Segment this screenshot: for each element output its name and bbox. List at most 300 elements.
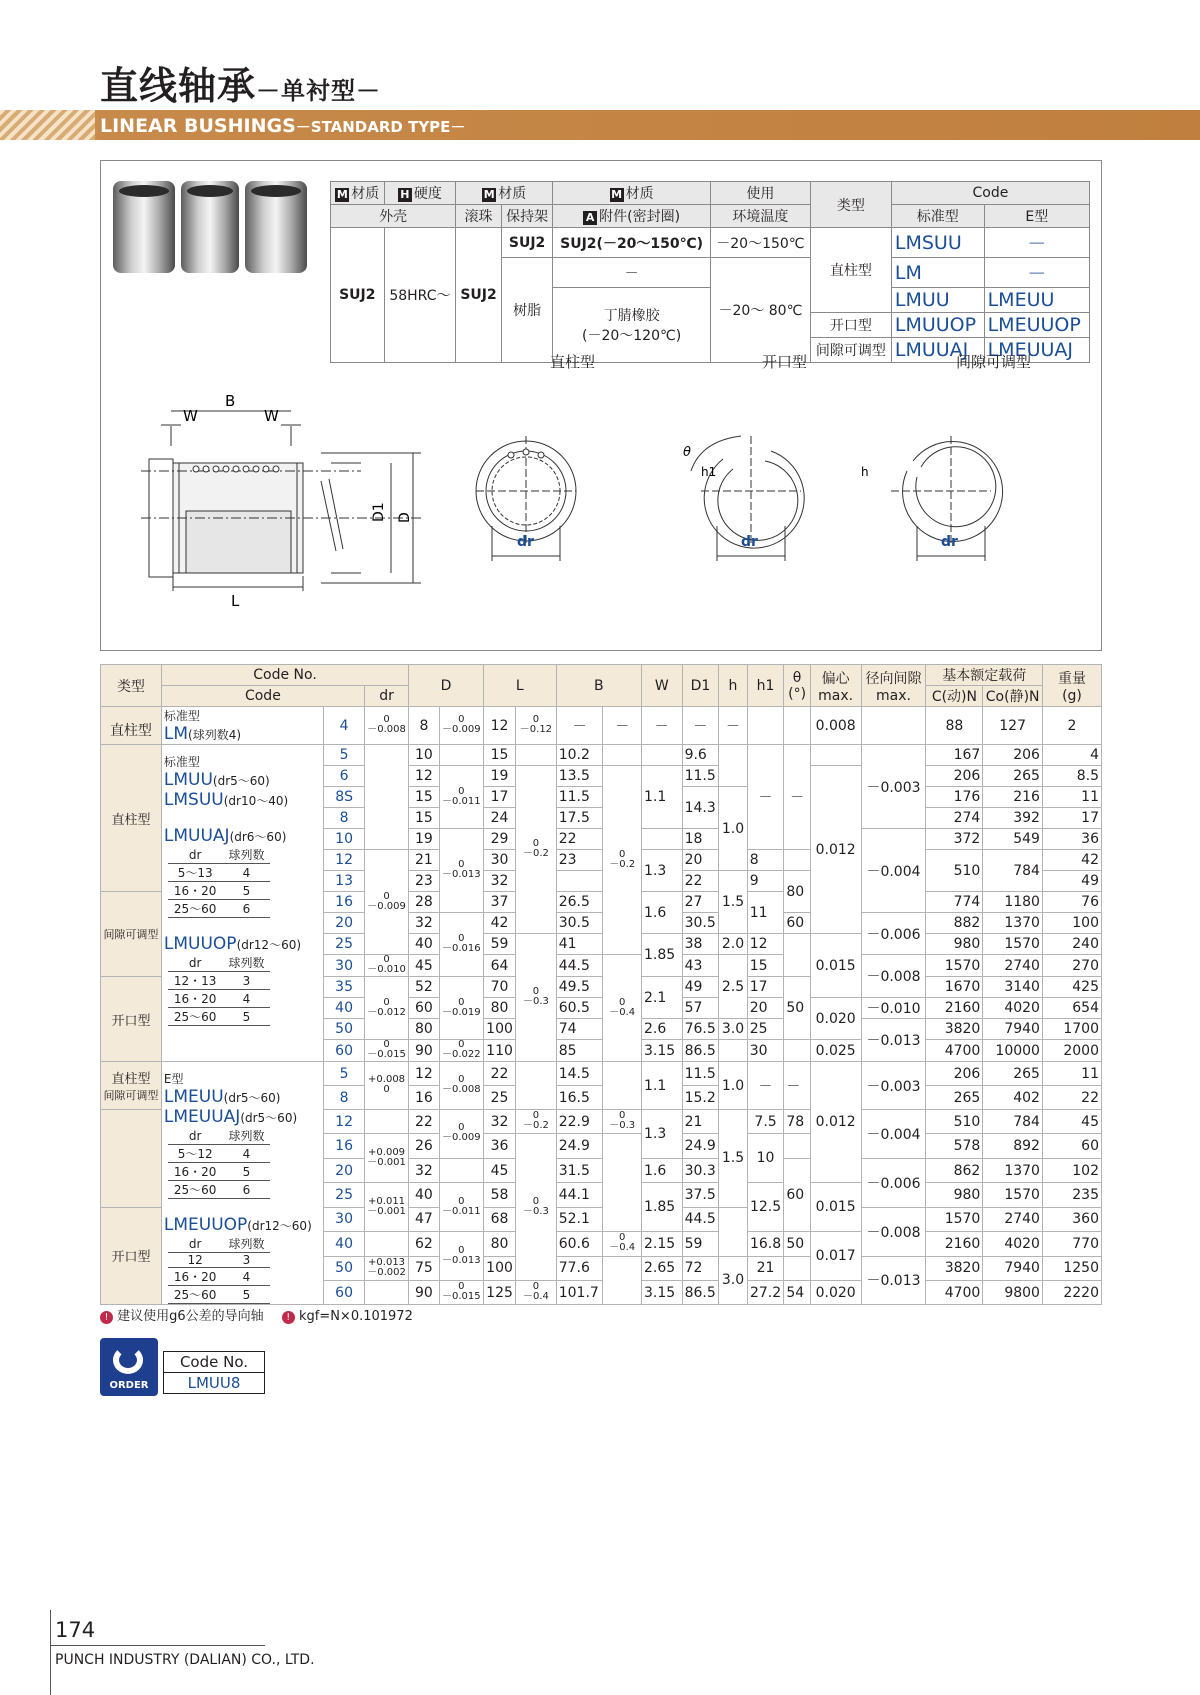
lm-dr: 4 bbox=[324, 707, 365, 745]
th-B: B bbox=[556, 665, 641, 707]
th-co: Co(静)N bbox=[983, 686, 1043, 707]
L-val: 36 bbox=[483, 1134, 515, 1158]
spec-table bbox=[100, 664, 1102, 1305]
title-sub-cn: －单衬型－ bbox=[256, 77, 382, 105]
weight-val: 425 bbox=[1042, 977, 1101, 998]
h1-val: 17 bbox=[747, 977, 784, 998]
W-val: 3.15 bbox=[641, 1040, 682, 1062]
B-val: 85 bbox=[556, 1040, 603, 1062]
weight-val: 360 bbox=[1042, 1207, 1101, 1231]
co-val: 549 bbox=[983, 829, 1043, 850]
h1-val: 27.2 bbox=[747, 1281, 784, 1305]
hd-code: Code bbox=[891, 182, 1089, 205]
tolerance: 0 －0.012 bbox=[367, 996, 406, 1018]
L-val: 100 bbox=[483, 1256, 515, 1280]
th-c: C(动)N bbox=[926, 686, 983, 707]
tolerance: +0.008 0 bbox=[368, 1074, 406, 1095]
B-val bbox=[556, 871, 603, 892]
co-val: 1570 bbox=[983, 934, 1043, 955]
tolerance: 0 －0.2 bbox=[522, 838, 549, 859]
dr-val: 8S bbox=[324, 787, 365, 808]
th-code: Code bbox=[161, 686, 364, 707]
D-val: 52 bbox=[409, 977, 439, 998]
lm-co: 127 bbox=[983, 707, 1043, 745]
tolerance: 0 －0.015 bbox=[367, 1039, 406, 1060]
co-val: 216 bbox=[983, 787, 1043, 808]
D-val: 19 bbox=[409, 829, 439, 850]
spec-panel bbox=[100, 160, 1102, 651]
h1-val: － bbox=[747, 745, 784, 850]
B-val: 14.5 bbox=[556, 1062, 603, 1086]
B-tol bbox=[603, 1062, 642, 1110]
dr-val: 50 bbox=[324, 1256, 365, 1280]
D-tol bbox=[439, 1183, 483, 1232]
tolerance: 0 －0.022 bbox=[441, 1039, 481, 1060]
dr-tol bbox=[364, 1062, 408, 1110]
L-tol bbox=[516, 745, 557, 766]
dim-W: W bbox=[183, 407, 198, 425]
co-val: 1180 bbox=[983, 892, 1043, 913]
h1-val: 9 bbox=[747, 871, 784, 892]
dr-val: 40 bbox=[324, 998, 365, 1019]
dr-val: 16 bbox=[324, 892, 365, 913]
tolerance: 0 －0.3 bbox=[522, 986, 549, 1007]
W-val: 2.6 bbox=[641, 1019, 682, 1040]
code-lmeuu: LMEUU bbox=[984, 288, 1089, 313]
weight-val: 36 bbox=[1042, 829, 1101, 850]
radial-val: －0.008 bbox=[861, 955, 926, 998]
company-name: PUNCH INDUSTRY (DALIAN) CO., LTD. bbox=[55, 1652, 315, 1668]
dr-val: 40 bbox=[324, 1232, 365, 1256]
W-val: 1.85 bbox=[641, 934, 682, 977]
L-val: 68 bbox=[483, 1207, 515, 1231]
note-shaft: 建议使用g6公差的导向轴 bbox=[117, 1309, 264, 1324]
B-val: 52.1 bbox=[556, 1207, 603, 1231]
dr-tol bbox=[364, 1134, 408, 1183]
hd-env: 环境温度 bbox=[710, 205, 810, 228]
lm-D: 8 bbox=[409, 707, 439, 745]
lm-c: 88 bbox=[926, 707, 983, 745]
hd-ball: 滚珠 bbox=[456, 205, 502, 228]
dim-h1: h1 bbox=[701, 465, 717, 479]
B-val: 44.5 bbox=[556, 955, 603, 977]
h1-val: 30 bbox=[747, 1040, 784, 1062]
bushing-photo bbox=[245, 181, 307, 273]
weight-val: 4 bbox=[1042, 745, 1101, 766]
co-val: 402 bbox=[983, 1086, 1043, 1110]
tolerance: 0 －0.009 bbox=[367, 890, 406, 912]
B-val: 22 bbox=[556, 829, 603, 850]
D-val: 21 bbox=[409, 850, 439, 871]
h-val: 1.5 bbox=[719, 871, 747, 934]
co-val: 392 bbox=[983, 808, 1043, 829]
th-h: h bbox=[719, 665, 747, 707]
code-lmeuuaj: LMEUUAJ bbox=[984, 338, 1089, 363]
D-val: 40 bbox=[409, 934, 439, 955]
title-en-sub: －STANDARD TYPE－ bbox=[295, 118, 466, 136]
tolerance: 0 －0.019 bbox=[441, 996, 481, 1018]
tolerance: 0 －0.016 bbox=[441, 933, 481, 954]
D-val: 60 bbox=[409, 998, 439, 1019]
dr-val: 8 bbox=[324, 1086, 365, 1110]
dim-W2: W bbox=[264, 407, 279, 425]
B-tol bbox=[603, 1256, 642, 1304]
lm-ecc: 0.008 bbox=[810, 707, 861, 745]
order-label: ORDER bbox=[109, 1380, 149, 1391]
W-val: 1.85 bbox=[641, 1183, 682, 1232]
label-adjust: 间隙可调型 bbox=[956, 353, 1032, 371]
W-val bbox=[641, 829, 682, 850]
ecc-val: 0.025 bbox=[810, 1040, 861, 1062]
radial-val: －0.004 bbox=[861, 1110, 926, 1159]
c-val: 510 bbox=[926, 850, 983, 892]
D-val: 75 bbox=[409, 1256, 439, 1280]
code-lmeuuop: LMEUUOP bbox=[984, 313, 1089, 338]
ecc-val: 0.012 bbox=[810, 1062, 861, 1183]
tolerance: +0.013 －0.002 bbox=[367, 1256, 406, 1278]
ball-val: SUJ2 bbox=[456, 228, 502, 363]
order-icon bbox=[100, 1338, 158, 1396]
weight-val: 42 bbox=[1042, 850, 1101, 871]
type1-val: 直柱型 bbox=[810, 228, 891, 313]
h1-val: 7.5 bbox=[747, 1110, 784, 1134]
W-val: 2.15 bbox=[641, 1232, 682, 1256]
D1-val: 11.5 bbox=[682, 1062, 719, 1086]
dr-tol bbox=[364, 977, 408, 1040]
c-val: 1570 bbox=[926, 1207, 983, 1231]
B-val: 41 bbox=[556, 934, 603, 955]
hd-std: 标准型 bbox=[891, 205, 984, 228]
co-val: 892 bbox=[983, 1134, 1043, 1158]
theta-val: 54 bbox=[784, 1281, 810, 1305]
tolerance: 0 －0.3 bbox=[609, 1110, 636, 1132]
dr-tol bbox=[364, 1281, 408, 1305]
type-label: 直柱型 bbox=[101, 745, 162, 892]
code-cell: 标准型 LMUU(dr5～60) LMSUU(dr10～40) LMUUAJ(dr6～60) dr 球列数 5～13 4 16・20 5 25～60 6 LMUUOP(dr12～60) dr 球列数 12・13 3 16・20 4 25～60 5 bbox=[161, 745, 323, 1062]
th-codeno: Code No. bbox=[161, 665, 408, 686]
L-val: 42 bbox=[483, 913, 515, 934]
ball-table: dr 球列数 5～12 4 16・20 5 25～60 6 bbox=[168, 1127, 271, 1199]
D1-val: 49 bbox=[682, 977, 719, 998]
dim-D1: D1 bbox=[371, 502, 387, 522]
type-label: 开口型 bbox=[101, 977, 162, 1062]
dr-tol bbox=[364, 955, 408, 977]
co-val: 7940 bbox=[983, 1256, 1043, 1280]
D-val: 80 bbox=[409, 1019, 439, 1040]
dim-L: L bbox=[231, 592, 240, 610]
h-val: 1.5 bbox=[719, 1110, 747, 1208]
tolerance: +0.009 －0.001 bbox=[367, 1146, 406, 1168]
dr-val: 30 bbox=[324, 955, 365, 977]
tolerance: 0 －0.010 bbox=[367, 954, 406, 975]
B-val: 10.2 bbox=[556, 745, 603, 766]
theta-val bbox=[784, 1256, 810, 1280]
D1-val: 30.3 bbox=[682, 1158, 719, 1182]
weight-val: 1250 bbox=[1042, 1256, 1101, 1280]
D-val: 12 bbox=[409, 1062, 439, 1086]
type-label bbox=[101, 1110, 162, 1208]
co-val: 265 bbox=[983, 1062, 1043, 1086]
table-row bbox=[101, 1062, 1102, 1086]
D1-val: 76.5 bbox=[682, 1019, 719, 1040]
D-val: 45 bbox=[409, 955, 439, 977]
D-tol bbox=[439, 1158, 483, 1182]
title-banner bbox=[0, 110, 1200, 140]
ball-table: dr 球列数 12・13 3 16・20 4 25～60 5 bbox=[168, 954, 271, 1026]
weight-val: 45 bbox=[1042, 1110, 1101, 1134]
tolerance: 0 －0.2 bbox=[609, 848, 636, 870]
h-val: 3.0 bbox=[719, 1019, 747, 1040]
hd-shell: M 材质 bbox=[331, 182, 385, 205]
c-val: 2160 bbox=[926, 998, 983, 1019]
L-val: 70 bbox=[483, 977, 515, 998]
code-lmuuaj: LMUUAJ bbox=[891, 338, 984, 363]
B-val: 22.9 bbox=[556, 1110, 603, 1134]
h1-val: 20 bbox=[747, 998, 784, 1019]
radial-val: －0.003 bbox=[861, 745, 926, 829]
B-val: 23 bbox=[556, 850, 603, 871]
dim-theta: θ bbox=[683, 445, 691, 460]
theta-val: 60 bbox=[784, 1158, 810, 1231]
weight-val: 60 bbox=[1042, 1134, 1101, 1158]
L-val: 22 bbox=[483, 1062, 515, 1086]
dr-val: 10 bbox=[324, 829, 365, 850]
B-val: 30.5 bbox=[556, 913, 603, 934]
co-val: 1570 bbox=[983, 1183, 1043, 1207]
dim-dr-2: dr bbox=[741, 534, 758, 550]
order-code-header: Code No. bbox=[179, 1353, 249, 1371]
theta-val: 80 bbox=[784, 871, 810, 913]
co-val: 206 bbox=[983, 745, 1043, 766]
theta-val: 78 bbox=[784, 1110, 810, 1134]
code-lmsuu: LMSUU bbox=[891, 228, 984, 258]
dim-B: B bbox=[225, 392, 236, 410]
product-photos bbox=[113, 181, 313, 276]
dr-val: 20 bbox=[324, 913, 365, 934]
L-val: 29 bbox=[483, 829, 515, 850]
bushing-photo bbox=[113, 181, 175, 273]
c-val: 980 bbox=[926, 1183, 983, 1207]
lm-D1: － bbox=[682, 707, 719, 745]
dr-val: 35 bbox=[324, 977, 365, 998]
D-val: 16 bbox=[409, 1086, 439, 1110]
c-val: 3820 bbox=[926, 1256, 983, 1280]
L-val: 24 bbox=[483, 808, 515, 829]
acc3-val: 丁腈橡胶 (－20～120℃) bbox=[553, 288, 711, 363]
D1-val: 14.3 bbox=[682, 787, 719, 829]
th-radial: 径向间隙 max. bbox=[861, 665, 926, 707]
D1-val: 21 bbox=[682, 1110, 719, 1134]
weight-val: 654 bbox=[1042, 998, 1101, 1019]
L-val: 25 bbox=[483, 1086, 515, 1110]
D1-val: 11.5 bbox=[682, 766, 719, 787]
radial-val: －0.006 bbox=[861, 913, 926, 955]
c-val: 1670 bbox=[926, 977, 983, 998]
L-tol bbox=[516, 1062, 557, 1110]
th-dr: dr bbox=[364, 686, 408, 707]
dr-val: 50 bbox=[324, 1019, 365, 1040]
D1-val: 20 bbox=[682, 850, 719, 871]
D-tol bbox=[439, 1062, 483, 1110]
D-val: 90 bbox=[409, 1040, 439, 1062]
weight-val: 17 bbox=[1042, 808, 1101, 829]
material-table bbox=[330, 181, 1090, 363]
phone-icon bbox=[113, 1346, 143, 1374]
L-tol bbox=[516, 766, 557, 934]
banner-stripes bbox=[0, 110, 95, 140]
ecc-val bbox=[810, 745, 861, 766]
radial-val: －0.006 bbox=[861, 1158, 926, 1207]
dr-val: 16 bbox=[324, 1134, 365, 1158]
D-val: 15 bbox=[409, 787, 439, 808]
type3-val: 间隙可调型 bbox=[810, 338, 891, 363]
weight-val: 22 bbox=[1042, 1086, 1101, 1110]
label-open: 开口型 bbox=[762, 353, 808, 371]
note-kgf: kgf=N×0.101972 bbox=[298, 1309, 413, 1324]
temp1-val: －20～150℃ bbox=[710, 228, 810, 258]
weight-val: 770 bbox=[1042, 1232, 1101, 1256]
dr-val: 60 bbox=[324, 1040, 365, 1062]
L-val: 58 bbox=[483, 1183, 515, 1207]
B-val: 60.5 bbox=[556, 998, 603, 1019]
W-val: 1.1 bbox=[641, 766, 682, 829]
dr-tol bbox=[364, 850, 408, 955]
L-tol bbox=[516, 934, 557, 1062]
D1-val: 38 bbox=[682, 934, 719, 955]
tolerance: 0 －0.009 bbox=[441, 1122, 481, 1144]
dr-val: 6 bbox=[324, 766, 365, 787]
co-val: 4020 bbox=[983, 998, 1043, 1019]
hd-temp: 使用 bbox=[710, 182, 810, 205]
W-val: 2.65 bbox=[641, 1256, 682, 1280]
type2-val: 开口型 bbox=[810, 313, 891, 338]
L-tol bbox=[516, 1281, 557, 1305]
B-val: 13.5 bbox=[556, 766, 603, 787]
c-val: 578 bbox=[926, 1134, 983, 1158]
dr-tol bbox=[364, 745, 408, 850]
D1-val: 86.5 bbox=[682, 1281, 719, 1305]
D1-val: 37.5 bbox=[682, 1183, 719, 1207]
weight-val: 8.5 bbox=[1042, 766, 1101, 787]
tolerance: 0 －0.008 bbox=[441, 1074, 481, 1095]
lm-dr-tol: 0 －0.008 bbox=[364, 707, 408, 745]
L-val: 15 bbox=[483, 745, 515, 766]
c-val: 167 bbox=[926, 745, 983, 766]
L-val: 59 bbox=[483, 934, 515, 955]
hd-outer: 外壳 bbox=[331, 205, 456, 228]
dr-val: 12 bbox=[324, 1110, 365, 1134]
B-tol bbox=[603, 1232, 642, 1256]
type-label: 开口型 bbox=[101, 1207, 162, 1304]
L-tol bbox=[516, 1134, 557, 1281]
th-L: L bbox=[483, 665, 556, 707]
group1-rows bbox=[101, 745, 1102, 1062]
th-D: D bbox=[409, 665, 484, 707]
W-val: 1.3 bbox=[641, 850, 682, 892]
theta-val: 60 bbox=[784, 913, 810, 934]
code-lm: LM bbox=[891, 258, 984, 288]
D-tol bbox=[439, 745, 483, 766]
h1-val: 12 bbox=[747, 934, 784, 955]
co-val: 10000 bbox=[983, 1040, 1043, 1062]
tolerance: +0.011 －0.001 bbox=[367, 1195, 406, 1217]
weight-val: 2220 bbox=[1042, 1281, 1101, 1305]
D-tol bbox=[439, 1281, 483, 1305]
note-dot: ! bbox=[282, 1311, 295, 1324]
h1-val: 15 bbox=[747, 955, 784, 977]
tolerance: 0 －0.2 bbox=[522, 1110, 549, 1132]
order-code-value: LMUU8 bbox=[164, 1372, 264, 1393]
L-val: 80 bbox=[483, 1232, 515, 1256]
c-val: 4700 bbox=[926, 1281, 983, 1305]
lm-B-tol: － bbox=[603, 707, 642, 745]
B-tol bbox=[603, 955, 642, 1062]
D-val: 32 bbox=[409, 1158, 439, 1182]
dr-tol bbox=[364, 1110, 408, 1134]
W-val: 1.6 bbox=[641, 1158, 682, 1182]
dim-dr-3: dr bbox=[941, 534, 958, 550]
D-tol bbox=[439, 1232, 483, 1281]
hd-mat3: M 材质 bbox=[553, 182, 711, 205]
page-line bbox=[50, 1645, 265, 1646]
co-val: 784 bbox=[983, 1110, 1043, 1134]
radial-val: －0.013 bbox=[861, 1019, 926, 1062]
cage1-val: SUJ2 bbox=[501, 228, 553, 258]
dr-val: 8 bbox=[324, 808, 365, 829]
tolerance: 0 －0.011 bbox=[441, 1195, 481, 1217]
weight-val: 102 bbox=[1042, 1158, 1101, 1182]
radial-val: －0.008 bbox=[861, 1207, 926, 1256]
D1-val: 30.5 bbox=[682, 913, 719, 934]
radial-val: －0.003 bbox=[861, 1062, 926, 1110]
banner-text bbox=[100, 115, 465, 137]
D-val: 10 bbox=[409, 745, 439, 766]
D-tol bbox=[439, 1040, 483, 1062]
D-val: 28 bbox=[409, 892, 439, 913]
c-val: 176 bbox=[926, 787, 983, 808]
c-val: 2160 bbox=[926, 1232, 983, 1256]
D-val: 32 bbox=[409, 913, 439, 934]
D-tol bbox=[439, 829, 483, 913]
W-val: 1.1 bbox=[641, 1062, 682, 1110]
table-row bbox=[101, 745, 1102, 766]
h-val: 2.0 bbox=[719, 934, 747, 955]
B-val: 17.5 bbox=[556, 808, 603, 829]
th-h1: h1 bbox=[747, 665, 784, 707]
D-val: 15 bbox=[409, 808, 439, 829]
D1-val: 57 bbox=[682, 998, 719, 1019]
label-straight: 直柱型 bbox=[550, 353, 596, 371]
tolerance: 0 －0.015 bbox=[441, 1281, 481, 1302]
D-tol bbox=[439, 977, 483, 1040]
theta-val bbox=[784, 934, 810, 977]
B-val: 16.5 bbox=[556, 1086, 603, 1110]
shell-val: SUJ2 bbox=[331, 228, 385, 363]
co-val: 784 bbox=[983, 850, 1043, 892]
th-type: 类型 bbox=[101, 665, 162, 707]
ecc-val: 0.015 bbox=[810, 1183, 861, 1232]
c-val: 265 bbox=[926, 1086, 983, 1110]
D1-val: 15.2 bbox=[682, 1086, 719, 1110]
theta-val bbox=[784, 850, 810, 871]
weight-val: 11 bbox=[1042, 1062, 1101, 1086]
dr-tol bbox=[364, 1232, 408, 1256]
th-ecc: 偏心 max. bbox=[810, 665, 861, 707]
h1-val: － bbox=[747, 1062, 784, 1110]
hd-hard: H 硬度 bbox=[384, 182, 456, 205]
dr-val: 25 bbox=[324, 1183, 365, 1207]
th-weight: 重量 (g) bbox=[1042, 665, 1101, 707]
